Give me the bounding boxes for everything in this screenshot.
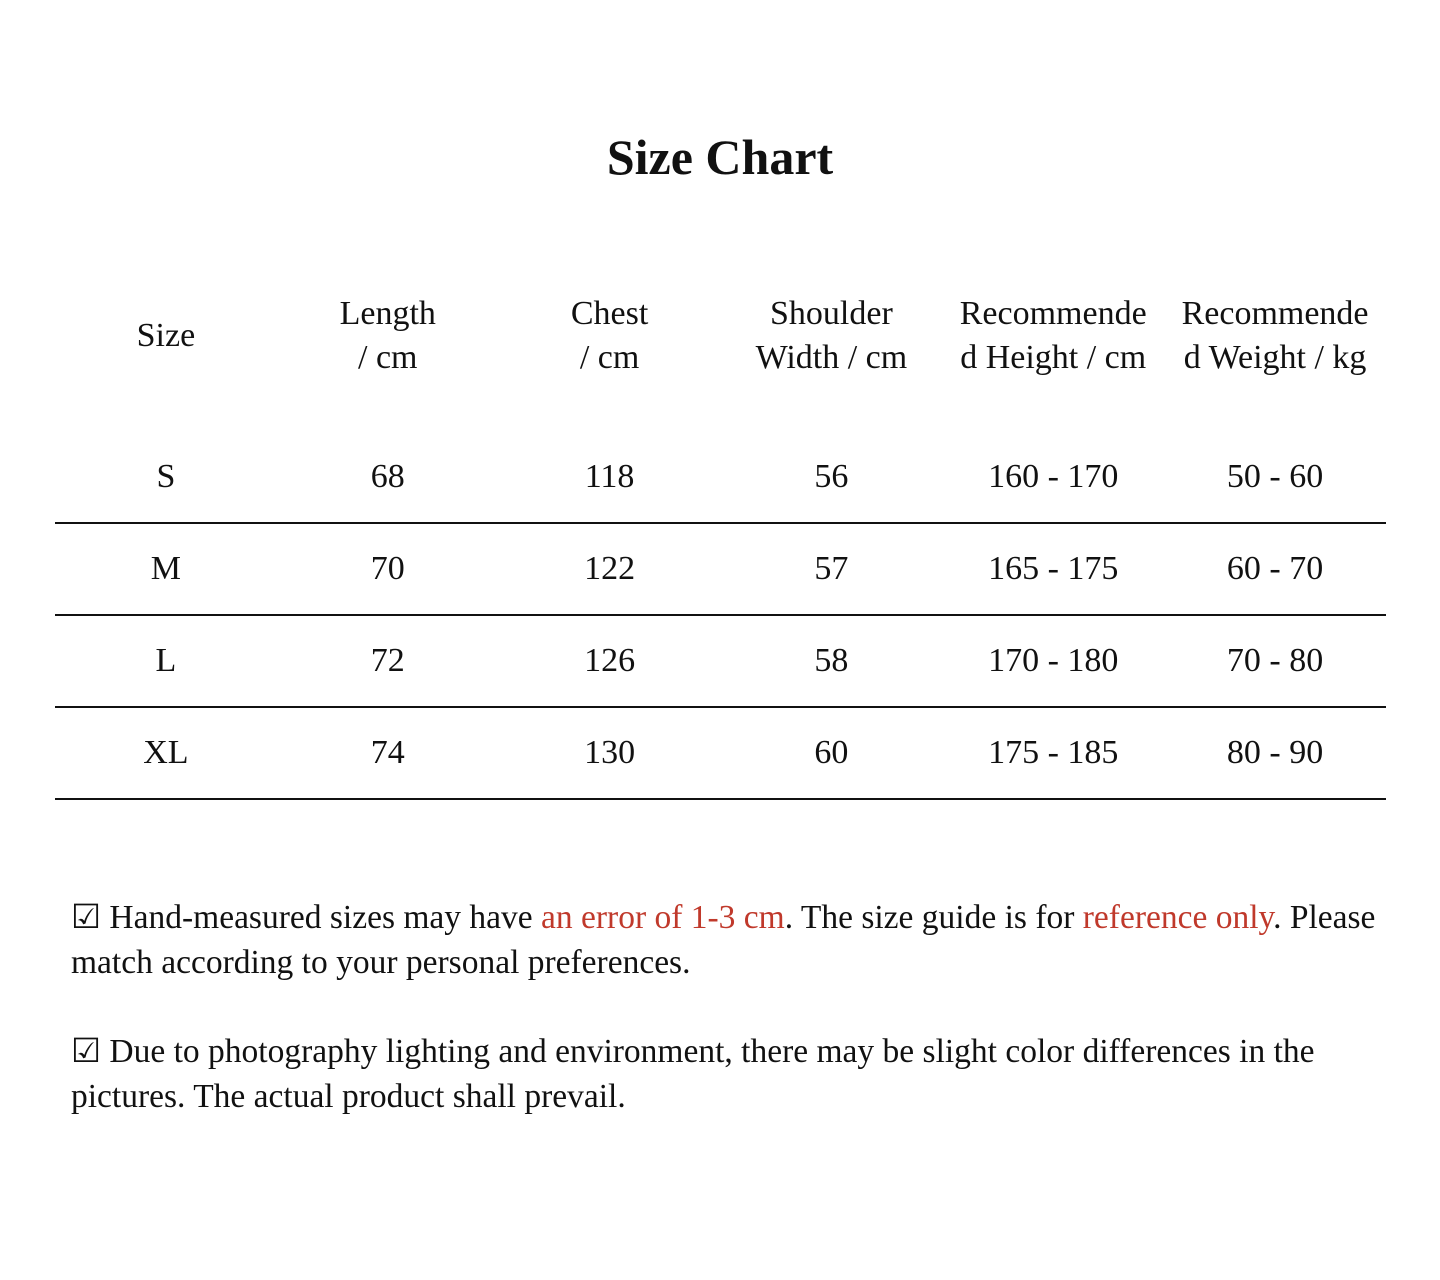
page-title: Size Chart	[606, 129, 834, 185]
column-header	[720, 290, 942, 382]
table-header-row	[55, 290, 1386, 382]
table-body	[55, 432, 1386, 799]
highlighted-text: reference only	[1082, 899, 1274, 936]
column-header	[277, 290, 499, 382]
table-cell: 160 - 170	[942, 432, 1164, 523]
note-text: . Please match according to your personal preferences.	[71, 899, 1376, 981]
table-cell: 126	[499, 615, 721, 707]
size-table	[55, 290, 1386, 800]
table-cell: XL	[55, 707, 277, 799]
table-cell: 60	[720, 707, 942, 799]
note-text: Due to photography lighting and environment, there may be slight color differences in the pictures. The actual product shall prevail.	[71, 1033, 1315, 1115]
column-header-line: d Weight / kg	[1183, 339, 1367, 376]
column-header-line: d Height / cm	[960, 339, 1147, 376]
table-cell: 58	[720, 615, 942, 707]
column-header-line: Recommende	[1181, 295, 1369, 332]
table-cell: M	[55, 523, 277, 615]
table-cell: 50 - 60	[1164, 432, 1386, 523]
column-header-line: Recommende	[959, 295, 1147, 332]
table-cell: 80 - 90	[1164, 707, 1386, 799]
table-cell: 175 - 185	[942, 707, 1164, 799]
column-header-line: Chest	[570, 295, 649, 332]
table-cell: 170 - 180	[942, 615, 1164, 707]
note-paragraph	[71, 895, 1381, 985]
column-header-line: Length	[339, 295, 436, 332]
column-header-line: Size	[136, 317, 196, 354]
checkbox-checked-icon: ☑	[71, 899, 102, 936]
table-cell: 68	[277, 432, 499, 523]
table-row	[55, 707, 1386, 799]
table-cell: L	[55, 615, 277, 707]
table-cell: S	[55, 432, 277, 523]
table-cell: 118	[499, 432, 721, 523]
table-row	[55, 615, 1386, 707]
column-header-line: Width / cm	[755, 339, 908, 376]
table-cell: 57	[720, 523, 942, 615]
column-header-line: / cm	[358, 339, 418, 376]
note-text: Hand-measured sizes may have	[101, 899, 542, 936]
table-cell: 70	[277, 523, 499, 615]
table-cell: 130	[499, 707, 721, 799]
note-text: . The size guide is for	[784, 899, 1083, 936]
column-header-line: Shoulder	[770, 295, 893, 332]
column-header	[499, 290, 721, 382]
table-cell: 122	[499, 523, 721, 615]
table-cell: 74	[277, 707, 499, 799]
table-row	[55, 432, 1386, 523]
table-cell: 72	[277, 615, 499, 707]
highlighted-text: an error of 1-3 cm	[541, 899, 785, 936]
table-cell: 165 - 175	[942, 523, 1164, 615]
column-header	[942, 290, 1164, 382]
table-row	[55, 523, 1386, 615]
checkbox-checked-icon: ☑	[71, 1033, 102, 1070]
column-header	[55, 290, 277, 382]
table-cell: 56	[720, 432, 942, 523]
column-header-line: / cm	[579, 339, 640, 376]
table-cell: 70 - 80	[1164, 615, 1386, 707]
table-cell: 60 - 70	[1164, 523, 1386, 615]
column-header	[1164, 290, 1386, 382]
note-paragraph	[71, 1029, 1381, 1119]
